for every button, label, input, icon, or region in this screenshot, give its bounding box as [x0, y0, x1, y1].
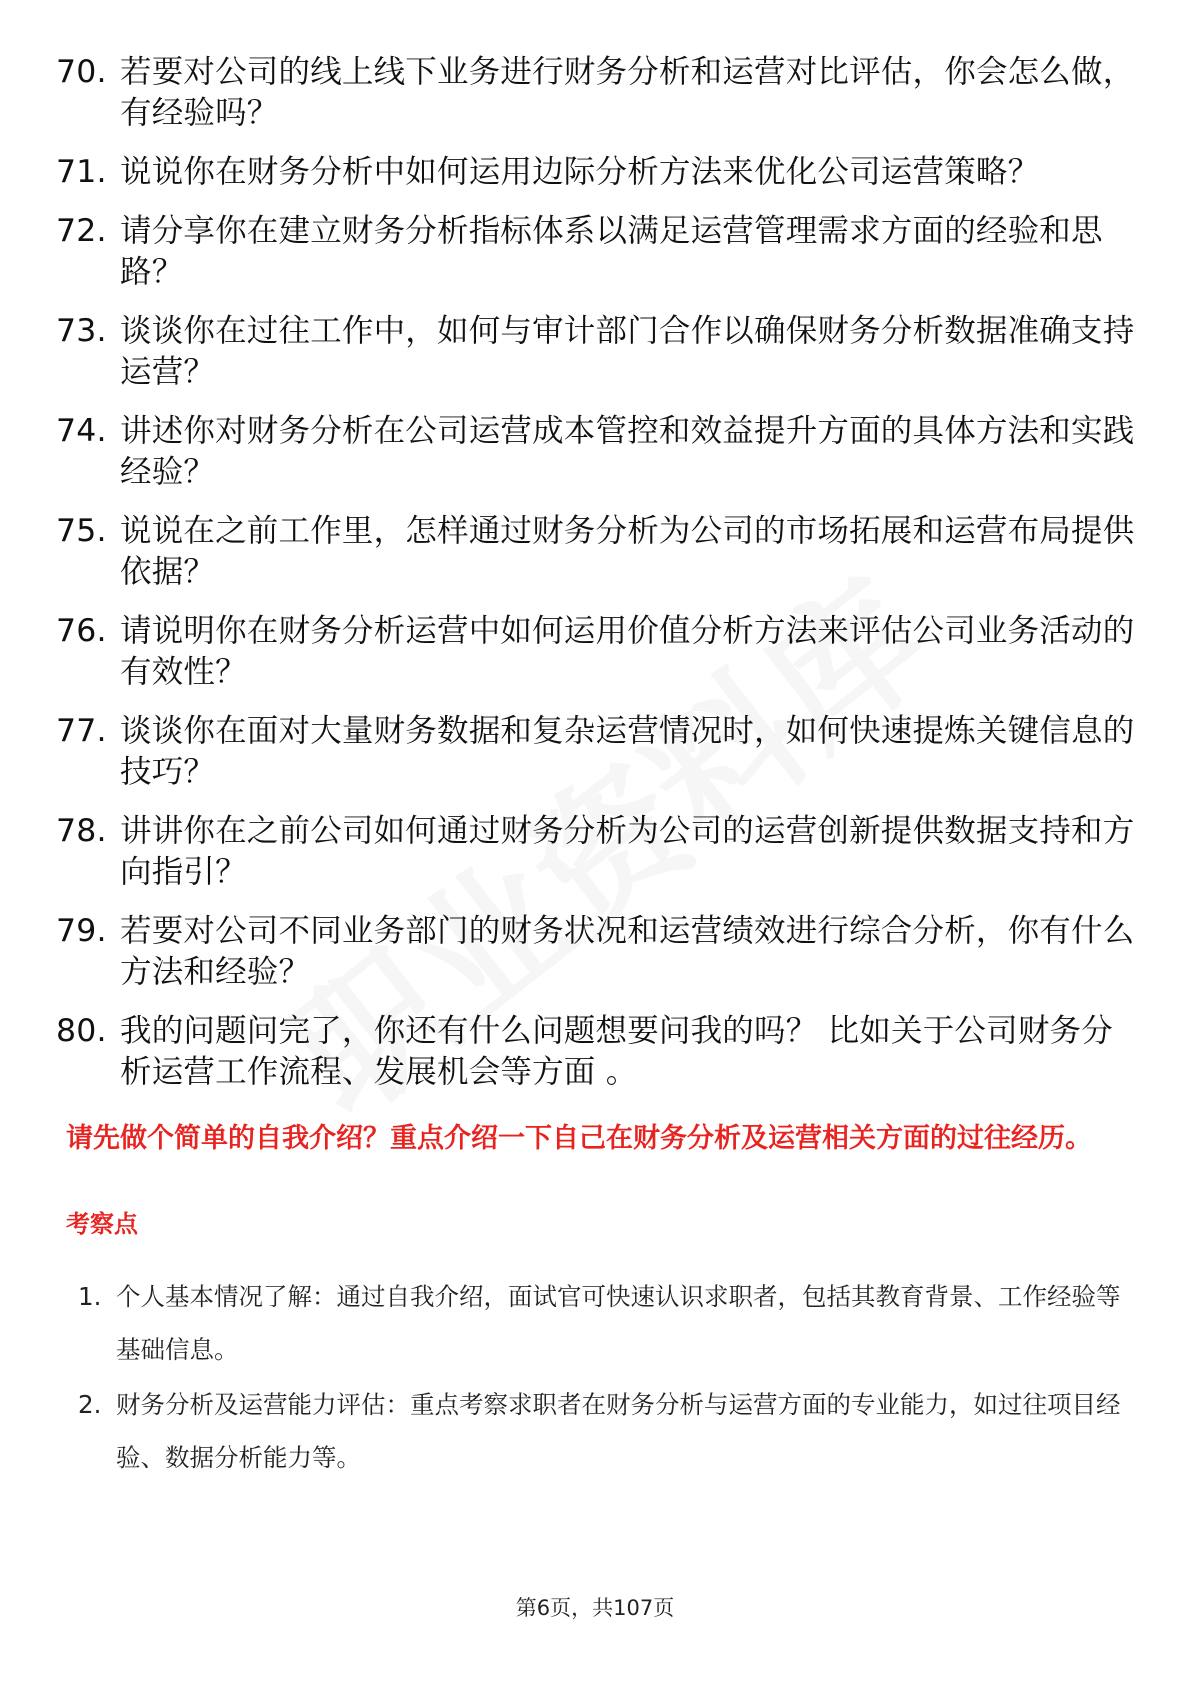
sub-heading: 考察点: [66, 1210, 138, 1238]
question-text: 谈谈你在过往工作中，如何与审计部门合作以确保财务分析数据准确支持运营？: [120, 313, 1135, 390]
question-text: 讲讲你在之前公司如何通过财务分析为公司的运营创新提供数据支持和方向指引？: [120, 813, 1135, 890]
question-text: 说说在之前工作里，怎样通过财务分析为公司的市场拓展和运营布局提供依据？: [120, 513, 1135, 590]
question-item: [56, 52, 1136, 134]
question-number: 76.: [56, 613, 107, 649]
point-text: 个人基本情况了解：通过自我介绍，面试官可快速认识求职者，包括其教育背景、工作经验等基础信息。: [116, 1282, 1121, 1364]
question-number: 79.: [56, 913, 107, 949]
question-number: 75.: [56, 513, 107, 549]
question-number: 73.: [56, 313, 107, 349]
point-number: 1.: [78, 1282, 102, 1311]
question-number: 71.: [56, 154, 107, 190]
question-item: [56, 152, 1136, 193]
question-item: [56, 1011, 1136, 1093]
point-item: [78, 1378, 1138, 1484]
question-item: [56, 911, 1136, 993]
question-item: [56, 511, 1136, 593]
question-number: 72.: [56, 213, 107, 249]
question-text: 谈谈你在面对大量财务数据和复杂运营情况时，如何快速提炼关键信息的技巧？: [120, 713, 1135, 790]
assessment-points: [78, 1270, 1138, 1486]
question-text: 若要对公司的线上线下业务进行财务分析和运营对比评估，你会怎么做，有经验吗？: [120, 54, 1135, 131]
page-footer: 第6页，共107页: [515, 1596, 675, 1620]
question-text: 讲述你对财务分析在公司运营成本管控和效益提升方面的具体方法和实践经验？: [120, 413, 1135, 490]
question-number: 80.: [56, 1013, 107, 1049]
question-list: [56, 52, 1136, 1111]
question-item: [56, 811, 1136, 893]
question-text: 说说你在财务分析中如何运用边际分析方法来优化公司运营策略？: [120, 154, 1040, 190]
question-number: 77.: [56, 713, 107, 749]
question-text: 我的问题问完了，你还有什么问题想要问我的吗？ 比如关于公司财务分析运营工作流程、发展机会等方面 。: [120, 1013, 1113, 1090]
question-text: 请说明你在财务分析运营中如何运用价值分析方法来评估公司业务活动的有效性？: [120, 613, 1135, 690]
point-number: 2.: [78, 1390, 102, 1419]
question-item: [56, 411, 1136, 493]
question-number: 70.: [56, 54, 107, 90]
question-text: 若要对公司不同业务部门的财务状况和运营绩效进行综合分析，你有什么方法和经验？: [120, 913, 1135, 990]
question-text: 请分享你在建立财务分析指标体系以满足运营管理需求方面的经验和思路？: [120, 213, 1103, 290]
question-item: [56, 311, 1136, 393]
section-heading: 请先做个简单的自我介绍？重点介绍一下自己在财务分析及运营相关方面的过往经历。: [66, 1123, 1092, 1154]
question-item: [56, 711, 1136, 793]
question-item: [56, 211, 1136, 293]
question-number: 74.: [56, 413, 107, 449]
question-number: 78.: [56, 813, 107, 849]
point-text: 财务分析及运营能力评估：重点考察求职者在财务分析与运营方面的专业能力，如过往项目经验、数据分析能力等。: [116, 1390, 1121, 1472]
question-item: [56, 611, 1136, 693]
point-item: [78, 1270, 1138, 1376]
